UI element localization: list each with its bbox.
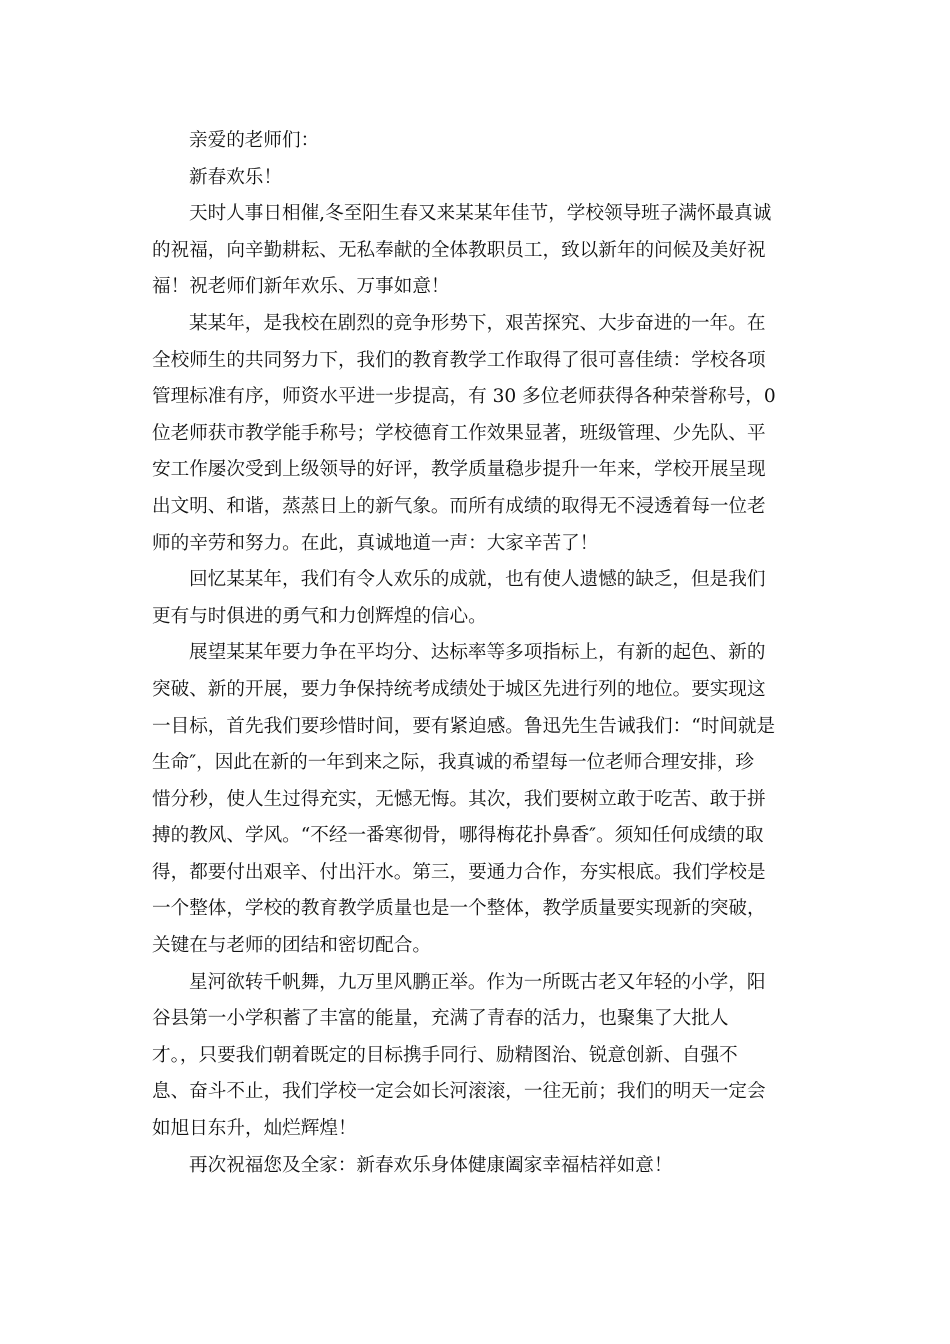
paragraph-first-line: 展望某某年要力争在平均分、达标率等多项指标上，有新的起色、新的 (189, 642, 766, 664)
paragraph-first-line: 亲爱的老师们： (189, 130, 320, 151)
paragraph-first-line: 回忆某某年，我们有令人欢乐的成就，也有使人遗憾的缺乏，但是我们 (189, 569, 766, 591)
paragraph-line: 位老师获市教学能手称号；学校德育工作效果显著，班级管理、少先队、平 (152, 422, 766, 444)
paragraph-line: 更有与时俱进的勇气和力创辉煌的信心。 (152, 605, 487, 627)
paragraph-line: 才。，只要我们朝着既定的目标携手同行、励精图治、锐意创新、自强不 (152, 1044, 738, 1066)
paragraph-line: 得，都要付出艰辛、付出汗水。第三，要通力合作，夯实根底。我们学校是 (152, 861, 766, 883)
paragraph-line: 惜分秒，使人生过得充实，无憾无悔。其次，我们要树立敢于吃苦、敢于拼 (152, 788, 766, 810)
paragraph-line: 管理标准有序，师资水平进一步提高，有 30 多位老师获得各种荣誉称号，0 (152, 386, 776, 408)
paragraph-line: 生命″，因此在新的一年到来之际，我真诚的希望每一位老师合理安排，珍 (152, 752, 754, 774)
paragraph-line: 搏的教风、学风。“不经一番寒彻骨，哪得梅花扑鼻香″。须知任何成绩的取 (152, 825, 764, 847)
paragraph-line: 出文明、和谐，蒸蒸日上的新气象。而所有成绩的取得无不浸透着每一位老 (152, 495, 766, 517)
paragraph-line: 一目标，首先我们要珍惜时间，要有紧迫感。鲁迅先生告诫我们：“时间就是 (152, 715, 776, 737)
paragraph-line: 的祝福，向辛勤耕耘、无私奉献的全体教职员工，致以新年的问候及美好祝 (152, 239, 766, 261)
paragraph-line: 关键在与老师的团结和密切配合。 (152, 935, 431, 957)
paragraph-first-line: 某某年，是我校在剧烈的竞争形势下，艰苦探究、大步奋进的一年。在 (189, 312, 766, 334)
paragraph-line: 福！祝老师们新年欢乐、万事如意！ (152, 276, 450, 298)
paragraph-line: 突破、新的开展，要力争保持统考成绩处于城区先进行列的地位。要实现这 (152, 678, 766, 700)
paragraph-line: 师的辛劳和努力。在此，真诚地道一声：大家辛苦了！ (152, 532, 599, 554)
paragraph-line: 谷县第一小学积蓄了丰富的能量，充满了青春的活力，也聚集了大批人 (152, 1008, 729, 1030)
paragraph-first-line: 新春欢乐！ (189, 166, 282, 188)
paragraph-line: 一个整体，学校的教育教学质量也是一个整体，教学质量要实现新的突破， (152, 898, 766, 920)
paragraph-line: 安工作屡次受到上级领导的好评，教学质量稳步提升一年来，学校开展呈现 (152, 459, 766, 481)
paragraph-line: 全校师生的共同努力下，我们的教育教学工作取得了很可喜佳绩：学校各项 (152, 349, 766, 371)
paragraph-line: 息、奋斗不止，我们学校一定会如长河滚滚，一往无前；我们的明天一定会 (152, 1081, 766, 1103)
paragraph-first-line: 星河欲转千帆舞，九万里风鹏正举。作为一所既古老又年轻的小学，阳 (189, 971, 766, 993)
paragraph-first-line: 再次祝福您及全家：新春欢乐身体健康阖家幸福桔祥如意！ (189, 1154, 673, 1176)
paragraph-first-line: 天时人事日相催,冬至阳生春又来某某年佳节，学校领导班子满怀最真诚 (189, 203, 772, 225)
paragraph-line: 如旭日东升，灿烂辉煌！ (152, 1118, 357, 1140)
letter-body (152, 123, 792, 1184)
